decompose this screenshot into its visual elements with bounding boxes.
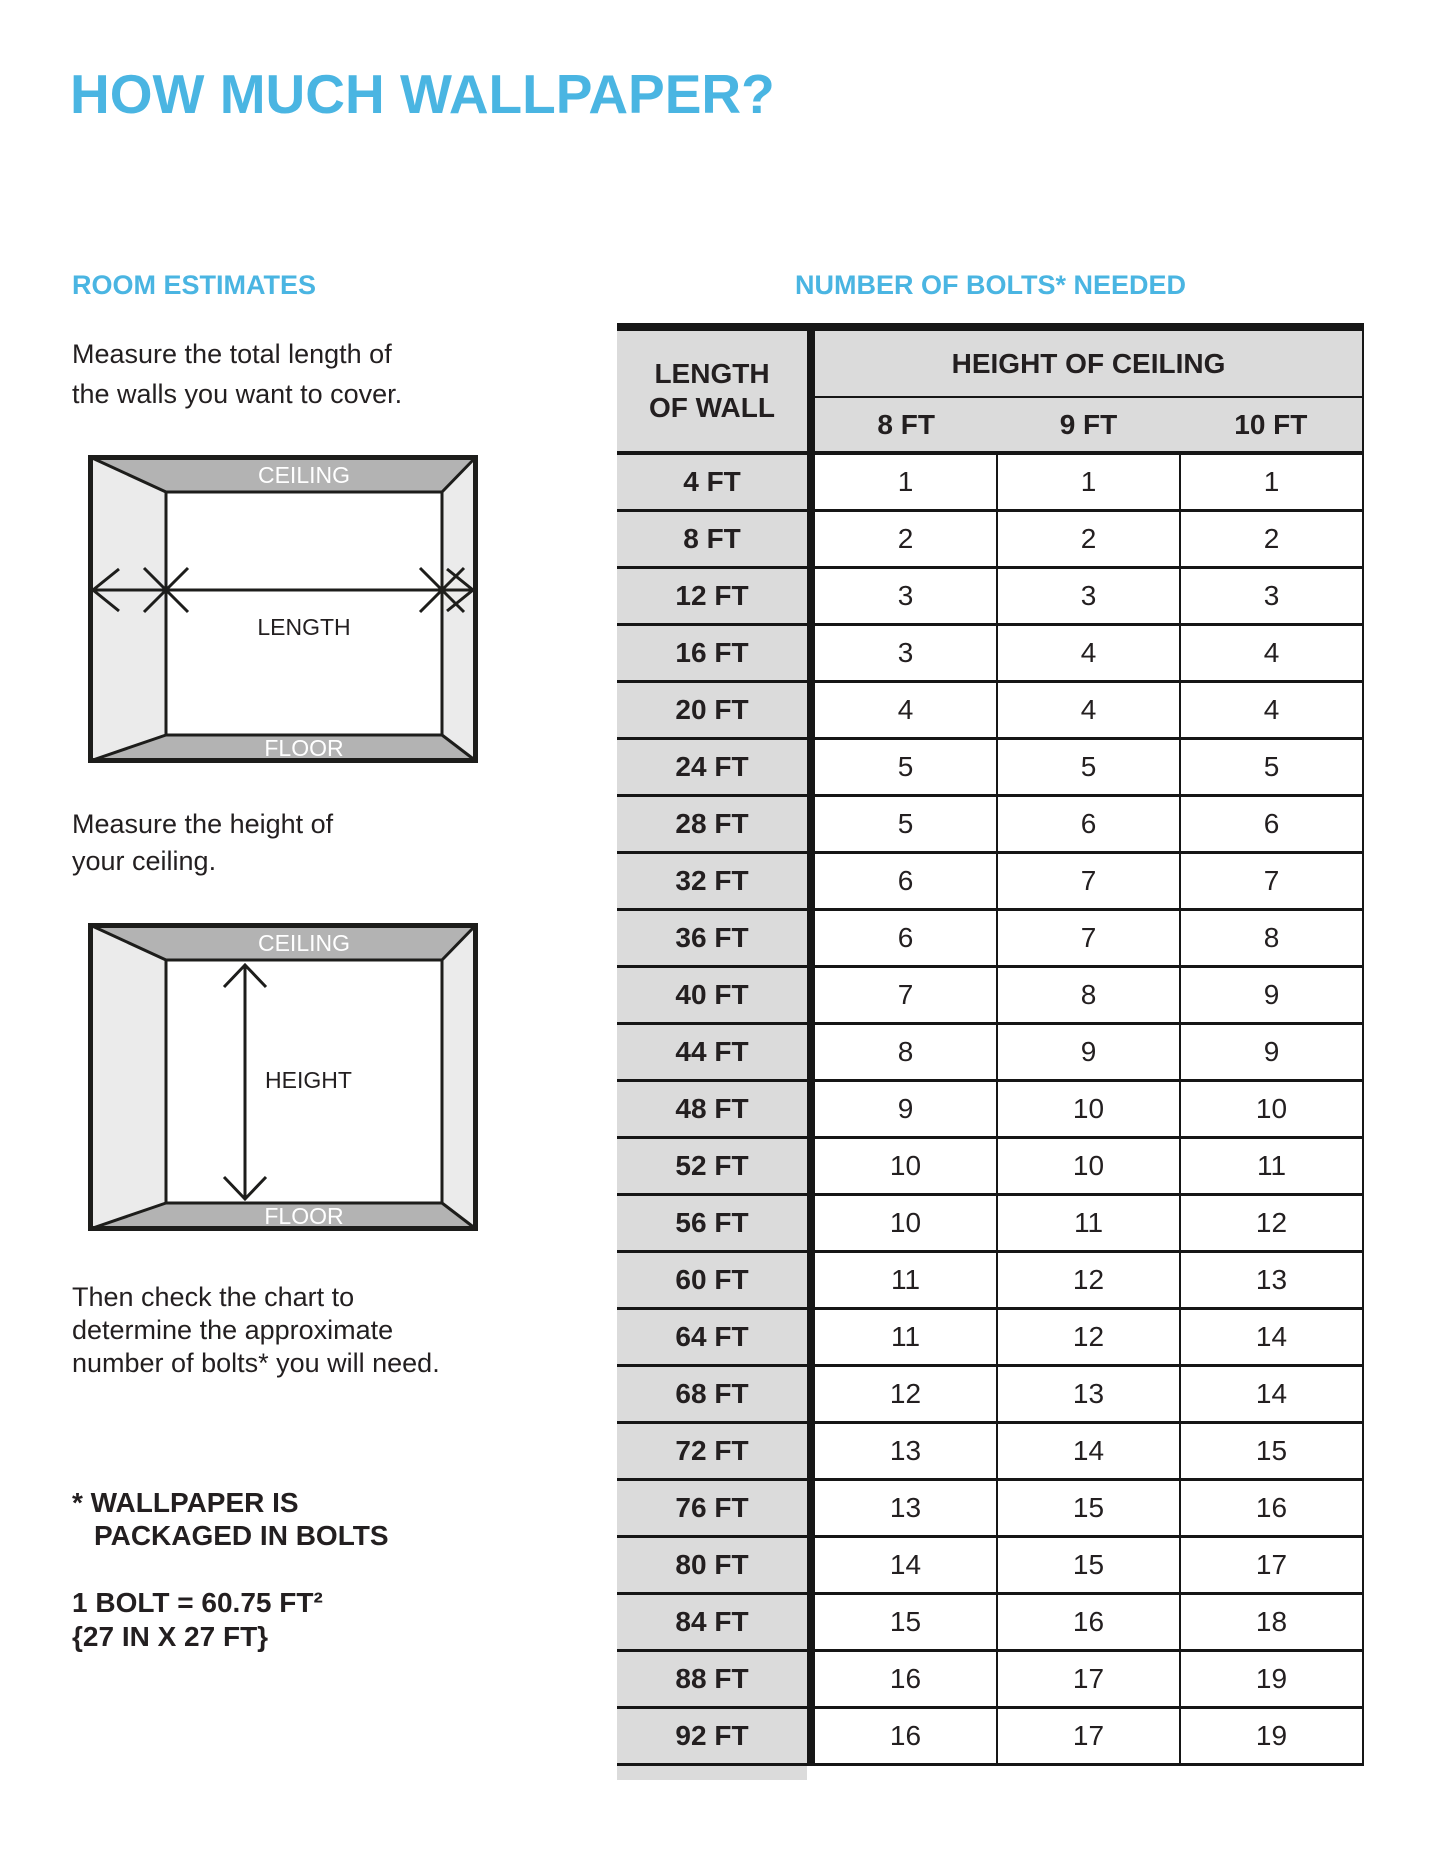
bolt-count-cell: 10 bbox=[1255, 1093, 1288, 1124]
bolt-count-cell: 15 bbox=[1255, 1435, 1288, 1466]
bolt-size-info bbox=[72, 1586, 323, 1654]
ceiling-height-diagram bbox=[88, 923, 478, 1231]
floor-label: FLOOR bbox=[264, 1203, 344, 1229]
bolt-count-cell: 17 bbox=[1255, 1549, 1288, 1580]
row-length-label: 44 FT bbox=[617, 1025, 807, 1082]
bolt-count-cell: 3 bbox=[815, 626, 998, 680]
paragraph-line: the walls you want to cover. bbox=[72, 379, 403, 409]
paragraph-line: Measure the total length of bbox=[72, 339, 392, 369]
bolt-count-cell: 7 bbox=[1263, 865, 1280, 896]
bolt-dimensions: {27 IN X 27 FT} bbox=[72, 1621, 269, 1652]
left-wall bbox=[88, 923, 166, 1231]
table-row bbox=[815, 1481, 1362, 1538]
bolt-count-cell: 10 bbox=[815, 1139, 998, 1193]
bolt-count-cell: 4 bbox=[998, 683, 1181, 737]
bolt-count-cell: 13 bbox=[998, 1367, 1181, 1421]
table-row bbox=[815, 1082, 1362, 1139]
length-of-wall-header bbox=[617, 331, 807, 455]
bolt-count-cell: 17 bbox=[998, 1709, 1181, 1763]
column-divider bbox=[807, 331, 815, 1766]
col-header-9ft: 9 FT bbox=[1059, 408, 1118, 440]
measure-height-paragraph bbox=[72, 806, 333, 880]
table-row bbox=[815, 911, 1362, 968]
bolt-counts-area bbox=[815, 331, 1364, 1766]
bolt-count-cell: 19 bbox=[1255, 1663, 1288, 1694]
bolt-count-cell: 11 bbox=[815, 1253, 998, 1307]
row-length-label: 28 FT bbox=[617, 797, 807, 854]
bolt-count-cell: 2 bbox=[815, 512, 998, 566]
ceiling-label: CEILING bbox=[257, 930, 351, 956]
length-label: LENGTH bbox=[257, 614, 351, 640]
bolt-count-cell: 3 bbox=[998, 569, 1181, 623]
bolt-count-cell: 11 bbox=[998, 1196, 1181, 1250]
bolt-count-cell: 5 bbox=[815, 797, 998, 851]
row-length-label: 72 FT bbox=[617, 1424, 807, 1481]
bolt-count-cell: 16 bbox=[998, 1595, 1181, 1649]
row-length-label: 84 FT bbox=[617, 1595, 807, 1652]
row-length-label: 12 FT bbox=[617, 569, 807, 626]
header-line: LENGTH bbox=[654, 358, 770, 389]
table-top-border bbox=[617, 323, 1364, 331]
table-row bbox=[815, 1367, 1362, 1424]
table-row bbox=[815, 569, 1362, 626]
bolt-count-cell: 12 bbox=[1255, 1207, 1288, 1238]
bolt-count-cell: 15 bbox=[998, 1538, 1181, 1592]
bolt-count-cell: 1 bbox=[1263, 466, 1280, 497]
bolt-count-cell: 8 bbox=[998, 968, 1181, 1022]
bolt-count-cell: 7 bbox=[998, 911, 1181, 965]
row-length-label: 52 FT bbox=[617, 1139, 807, 1196]
table-row bbox=[815, 1709, 1362, 1766]
bolt-count-cell: 12 bbox=[815, 1367, 998, 1421]
table-row bbox=[815, 683, 1362, 740]
bolt-count-cell: 8 bbox=[1263, 922, 1280, 953]
row-length-label: 32 FT bbox=[617, 854, 807, 911]
bolt-count-cell: 17 bbox=[998, 1652, 1181, 1706]
bolt-count-cell: 4 bbox=[815, 683, 998, 737]
bolt-count-cell: 13 bbox=[815, 1481, 998, 1535]
row-length-label: 80 FT bbox=[617, 1538, 807, 1595]
bolt-count-cell: 16 bbox=[1255, 1492, 1288, 1523]
bolts-needed-heading: NUMBER OF BOLTS* NEEDED bbox=[794, 270, 1186, 300]
table-row bbox=[815, 1310, 1362, 1367]
bolt-count-cell: 16 bbox=[815, 1652, 998, 1706]
room-estimates-heading: ROOM ESTIMATES bbox=[72, 270, 317, 300]
floor-label: FLOOR bbox=[264, 735, 344, 761]
table-row bbox=[815, 1595, 1362, 1652]
bolt-count-cell: 5 bbox=[998, 740, 1181, 794]
bolt-count-cell: 9 bbox=[1263, 1036, 1280, 1067]
bolt-count-cell: 14 bbox=[1255, 1321, 1288, 1352]
table-row bbox=[815, 455, 1362, 512]
footnote-line: * WALLPAPER IS bbox=[72, 1487, 299, 1518]
bolt-count-cell: 12 bbox=[998, 1310, 1181, 1364]
height-of-ceiling-header: HEIGHT OF CEILING bbox=[815, 331, 1362, 398]
bolt-count-cell: 11 bbox=[1256, 1150, 1287, 1181]
bolt-count-cell: 6 bbox=[1263, 808, 1280, 839]
bolt-count-cell: 2 bbox=[998, 512, 1181, 566]
bolt-count-cell: 4 bbox=[998, 626, 1181, 680]
check-chart-paragraph bbox=[72, 1281, 440, 1380]
paragraph-line: number of bolts* you will need. bbox=[72, 1348, 440, 1378]
table-row bbox=[815, 512, 1362, 569]
bolt-count-cell: 6 bbox=[815, 911, 998, 965]
bolt-count-cell: 10 bbox=[998, 1139, 1181, 1193]
row-length-label: 40 FT bbox=[617, 968, 807, 1025]
bolt-count-cell: 9 bbox=[1263, 979, 1280, 1010]
bolt-count-cell: 10 bbox=[815, 1196, 998, 1250]
bolt-count-cell: 5 bbox=[815, 740, 998, 794]
bolt-count-cell: 13 bbox=[1255, 1264, 1288, 1295]
row-length-label: 8 FT bbox=[617, 512, 807, 569]
paragraph-line: determine the approximate bbox=[72, 1315, 394, 1345]
left-wall bbox=[88, 455, 166, 763]
row-length-label: 88 FT bbox=[617, 1652, 807, 1709]
col-header-8ft: 8 FT bbox=[877, 408, 935, 440]
row-length-label: 20 FT bbox=[617, 683, 807, 740]
bolt-count-cell: 19 bbox=[1255, 1720, 1288, 1751]
bolt-count-cell: 9 bbox=[815, 1082, 998, 1136]
bolts-footnote bbox=[72, 1486, 389, 1552]
paragraph-line: Then check the chart to bbox=[72, 1282, 355, 1312]
bolt-count-cell: 14 bbox=[1255, 1378, 1288, 1409]
bolt-count-cell: 5 bbox=[1263, 751, 1280, 782]
footnote-line: PACKAGED IN BOLTS bbox=[94, 1520, 389, 1551]
bolt-count-cell: 1 bbox=[998, 455, 1181, 509]
row-length-label: 56 FT bbox=[617, 1196, 807, 1253]
row-length-label: 92 FT bbox=[617, 1709, 807, 1766]
bolt-count-cell: 7 bbox=[815, 968, 998, 1022]
bolts-table bbox=[617, 323, 1364, 1780]
table-row bbox=[815, 854, 1362, 911]
bolt-count-cell: 7 bbox=[998, 854, 1181, 908]
bolt-count-cell: 18 bbox=[1255, 1606, 1288, 1637]
table-row bbox=[815, 740, 1362, 797]
bolt-count-cell: 1 bbox=[815, 455, 998, 509]
page-title: HOW MUCH WALLPAPER? bbox=[70, 63, 775, 125]
paragraph-line: Measure the height of bbox=[72, 809, 334, 839]
table-row bbox=[815, 626, 1362, 683]
paragraph-line: your ceiling. bbox=[72, 846, 217, 876]
bolt-count-cell: 4 bbox=[1263, 694, 1280, 725]
bolt-count-cell: 6 bbox=[998, 797, 1181, 851]
bolt-count-cell: 15 bbox=[815, 1595, 998, 1649]
col-header-10ft: 10 FT bbox=[1234, 408, 1308, 440]
table-row bbox=[815, 1139, 1362, 1196]
height-label: HEIGHT bbox=[265, 1067, 352, 1093]
bolt-count-cell: 9 bbox=[998, 1025, 1181, 1079]
bolt-count-cell: 8 bbox=[815, 1025, 998, 1079]
row-length-label: 36 FT bbox=[617, 911, 807, 968]
bolt-count-cell: 13 bbox=[815, 1424, 998, 1478]
row-length-label: 68 FT bbox=[617, 1367, 807, 1424]
table-row bbox=[815, 1652, 1362, 1709]
row-length-label: 48 FT bbox=[617, 1082, 807, 1139]
ceiling-label: CEILING bbox=[257, 462, 351, 488]
bolt-count-cell: 2 bbox=[1263, 523, 1280, 554]
table-row bbox=[815, 1253, 1362, 1310]
bolt-count-cell: 16 bbox=[815, 1709, 998, 1763]
row-length-label: 60 FT bbox=[617, 1253, 807, 1310]
header-line: OF WALL bbox=[649, 392, 775, 423]
row-length-label: 64 FT bbox=[617, 1310, 807, 1367]
row-length-label: 24 FT bbox=[617, 740, 807, 797]
room-length-diagram bbox=[88, 455, 478, 763]
table-row bbox=[815, 1196, 1362, 1253]
table-row bbox=[815, 968, 1362, 1025]
bolt-count-cell: 10 bbox=[998, 1082, 1181, 1136]
length-of-wall-column bbox=[617, 331, 807, 1780]
table-row bbox=[815, 1424, 1362, 1481]
ceiling-height-subheaders bbox=[815, 398, 1362, 455]
row-length-label: 4 FT bbox=[617, 455, 807, 512]
row-length-label: 16 FT bbox=[617, 626, 807, 683]
bolt-count-cell: 15 bbox=[998, 1481, 1181, 1535]
bolt-count-cell: 3 bbox=[1263, 580, 1280, 611]
table-row bbox=[815, 1538, 1362, 1595]
label-column-tab bbox=[617, 1766, 807, 1780]
bolt-count-cell: 14 bbox=[815, 1538, 998, 1592]
bolt-count-cell: 11 bbox=[815, 1310, 998, 1364]
right-wall bbox=[442, 923, 478, 1231]
bolt-count-cell: 4 bbox=[1263, 637, 1280, 668]
bolt-count-cell: 3 bbox=[815, 569, 998, 623]
bolt-count-cell: 6 bbox=[815, 854, 998, 908]
measure-length-paragraph bbox=[72, 334, 402, 414]
table-row bbox=[815, 1025, 1362, 1082]
row-length-label: 76 FT bbox=[617, 1481, 807, 1538]
bolt-equation: 1 BOLT = 60.75 FT² bbox=[72, 1587, 323, 1618]
bolt-count-cell: 14 bbox=[998, 1424, 1181, 1478]
bolt-count-cell: 12 bbox=[998, 1253, 1181, 1307]
table-row bbox=[815, 797, 1362, 854]
